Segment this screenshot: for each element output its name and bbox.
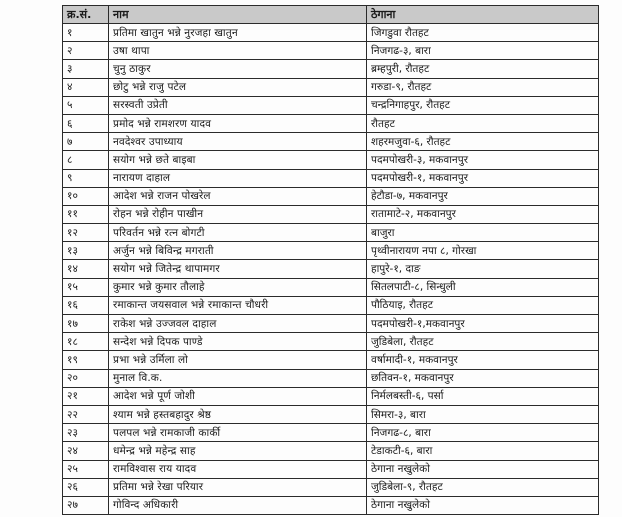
serial-cell: १२: [63, 224, 109, 242]
address-cell: जुडिबेला, रौतहट: [367, 333, 599, 351]
name-cell: सन्देश भन्ने दिपक पाण्डे: [109, 333, 367, 351]
serial-cell: १४: [63, 260, 109, 278]
table-row: [63, 333, 599, 351]
header-row: [63, 6, 599, 24]
serial-cell: २१: [63, 387, 109, 405]
serial-cell: २६: [63, 478, 109, 496]
table-row: [63, 460, 599, 478]
address-cell: पृथ्वीनारायण नपा ८, गोरखा: [367, 242, 599, 260]
address-cell: पदमपोखरी-३, मकवानपुर: [367, 151, 599, 169]
address-cell: ठेगाना नखुलेको: [367, 496, 599, 514]
serial-cell: २७: [63, 496, 109, 514]
address-cell: निर्मलबस्ती-६, पर्सा: [367, 387, 599, 405]
address-cell: निजगढ-८, बारा: [367, 424, 599, 442]
table-row: [63, 187, 599, 205]
serial-cell: ८: [63, 151, 109, 169]
address-cell: जुडिबेला-९, रौतहट: [367, 478, 599, 496]
serial-cell: ७: [63, 133, 109, 151]
serial-cell: ११: [63, 205, 109, 223]
address-cell: छतिवन-१, मकवानपुर: [367, 369, 599, 387]
table-row: [63, 205, 599, 223]
address-cell: वर्षामादी-१, मकवानपुर: [367, 351, 599, 369]
name-cell: गोविन्द अधिकारी: [109, 496, 367, 514]
table-row: [63, 351, 599, 369]
table-row: [63, 24, 599, 42]
table-row: [63, 369, 599, 387]
address-cell: निजगढ-३, बारा: [367, 42, 599, 60]
address-cell: गरुडा-९, रौतहट: [367, 78, 599, 96]
name-cell: आदेश भन्ने पूर्ण जोशी: [109, 387, 367, 405]
name-cell: परिवर्तन भन्ने रत्न बोगटी: [109, 224, 367, 242]
name-cell: रामविश्वास राय यादव: [109, 460, 367, 478]
table-row: [63, 242, 599, 260]
table-row: [63, 224, 599, 242]
table-row: [63, 42, 599, 60]
name-cell: नवदेश्वर उपाध्याय: [109, 133, 367, 151]
serial-cell: १: [63, 24, 109, 42]
name-cell: कुमार भन्ने कुमार तौलाहे: [109, 278, 367, 296]
table-row: [63, 133, 599, 151]
table-row: [63, 114, 599, 132]
table-row: [63, 405, 599, 423]
address-cell: बाजुरा: [367, 224, 599, 242]
name-cell: प्रमोद भन्ने रामशरण यादव: [109, 114, 367, 132]
table-row: [63, 78, 599, 96]
serial-cell: १९: [63, 351, 109, 369]
serial-cell: २: [63, 42, 109, 60]
table-row: [63, 442, 599, 460]
serial-cell: ३: [63, 60, 109, 78]
table-header: [63, 6, 599, 24]
table-row: [63, 260, 599, 278]
header-name: नाम: [109, 6, 367, 24]
table-row: [63, 496, 599, 514]
address-cell: जिगडुवा रौतहट: [367, 24, 599, 42]
header-serial: क्र.सं.: [63, 6, 109, 24]
table-row: [63, 315, 599, 333]
name-cell: राकेश भन्ने उज्जवल दाहाल: [109, 315, 367, 333]
table-row: [63, 96, 599, 114]
address-cell: हापुरे-१, दाङ: [367, 260, 599, 278]
table-row: [63, 151, 599, 169]
serial-cell: १३: [63, 242, 109, 260]
name-cell: सरस्वती उप्रेती: [109, 96, 367, 114]
name-cell: प्रभा भन्ने उर्मिला लो: [109, 351, 367, 369]
serial-cell: १८: [63, 333, 109, 351]
serial-cell: ४: [63, 78, 109, 96]
address-cell: सिमरा-३, बारा: [367, 405, 599, 423]
serial-cell: १०: [63, 187, 109, 205]
address-cell: हेटौडा-७, मकवानपुर: [367, 187, 599, 205]
address-cell: पौठियाइ, रौतहट: [367, 296, 599, 314]
address-cell: पदमपोखरी-१, मकवानपुर: [367, 169, 599, 187]
address-cell: पदमपोखरी-१,मकवानपुर: [367, 315, 599, 333]
address-cell: ब्रम्हपुरी, रौतहट: [367, 60, 599, 78]
table-row: [63, 387, 599, 405]
name-cell: रोहन भन्ने रोहीन पाखीन: [109, 205, 367, 223]
table-row: [63, 169, 599, 187]
roster-table: [62, 5, 599, 515]
name-cell: छोटु भन्ने राजु पटेल: [109, 78, 367, 96]
table-row: [63, 60, 599, 78]
serial-cell: ९: [63, 169, 109, 187]
serial-cell: ६: [63, 114, 109, 132]
name-cell: सयोग भन्ने छते बाइबा: [109, 151, 367, 169]
serial-cell: १६: [63, 296, 109, 314]
serial-cell: २४: [63, 442, 109, 460]
serial-cell: ५: [63, 96, 109, 114]
address-cell: चन्द्रनिगाहपुर, रौतहट: [367, 96, 599, 114]
table-row: [63, 424, 599, 442]
table-row: [63, 478, 599, 496]
name-cell: पलपल भन्ने रामकाजी कार्की: [109, 424, 367, 442]
address-cell: रातामाटे-२, मकवानपुर: [367, 205, 599, 223]
address-cell: ठेगाना नखुलेको: [367, 460, 599, 478]
name-cell: मुनाल वि.क.: [109, 369, 367, 387]
address-cell: रौतहट: [367, 114, 599, 132]
serial-cell: २२: [63, 405, 109, 423]
address-cell: टेडाकटी-६, बारा: [367, 442, 599, 460]
name-cell: आदेश भन्ने राजन पोखरेल: [109, 187, 367, 205]
name-cell: चुनु ठाकुर: [109, 60, 367, 78]
serial-cell: १५: [63, 278, 109, 296]
name-cell: नारायण दाहाल: [109, 169, 367, 187]
name-cell: उषा थापा: [109, 42, 367, 60]
serial-cell: १७: [63, 315, 109, 333]
address-cell: शहरमजुवा-६, रौतहट: [367, 133, 599, 151]
table-row: [63, 278, 599, 296]
name-cell: अर्जुन भन्ने बिविन्द्र मगराती: [109, 242, 367, 260]
table-body: [63, 24, 599, 515]
name-cell: रमाकान्त जयसवाल भन्ने रमाकान्त चौधरी: [109, 296, 367, 314]
name-cell: धमेन्द्र भन्ने महेन्द्र साह: [109, 442, 367, 460]
name-cell: प्रतिमा खातुन भन्ने नुरजहा खातुन: [109, 24, 367, 42]
name-cell: प्रतिमा भन्ने रेखा परियार: [109, 478, 367, 496]
name-cell: श्याम भन्ने हस्तबहादुर श्रेष्ठ: [109, 405, 367, 423]
serial-cell: २०: [63, 369, 109, 387]
table-row: [63, 296, 599, 314]
serial-cell: २३: [63, 424, 109, 442]
header-address: ठेगाना: [367, 6, 599, 24]
name-cell: सयोग भन्ने जितेन्द्र थापामगर: [109, 260, 367, 278]
address-cell: सितलपाटी-८, सिन्धुली: [367, 278, 599, 296]
serial-cell: २५: [63, 460, 109, 478]
